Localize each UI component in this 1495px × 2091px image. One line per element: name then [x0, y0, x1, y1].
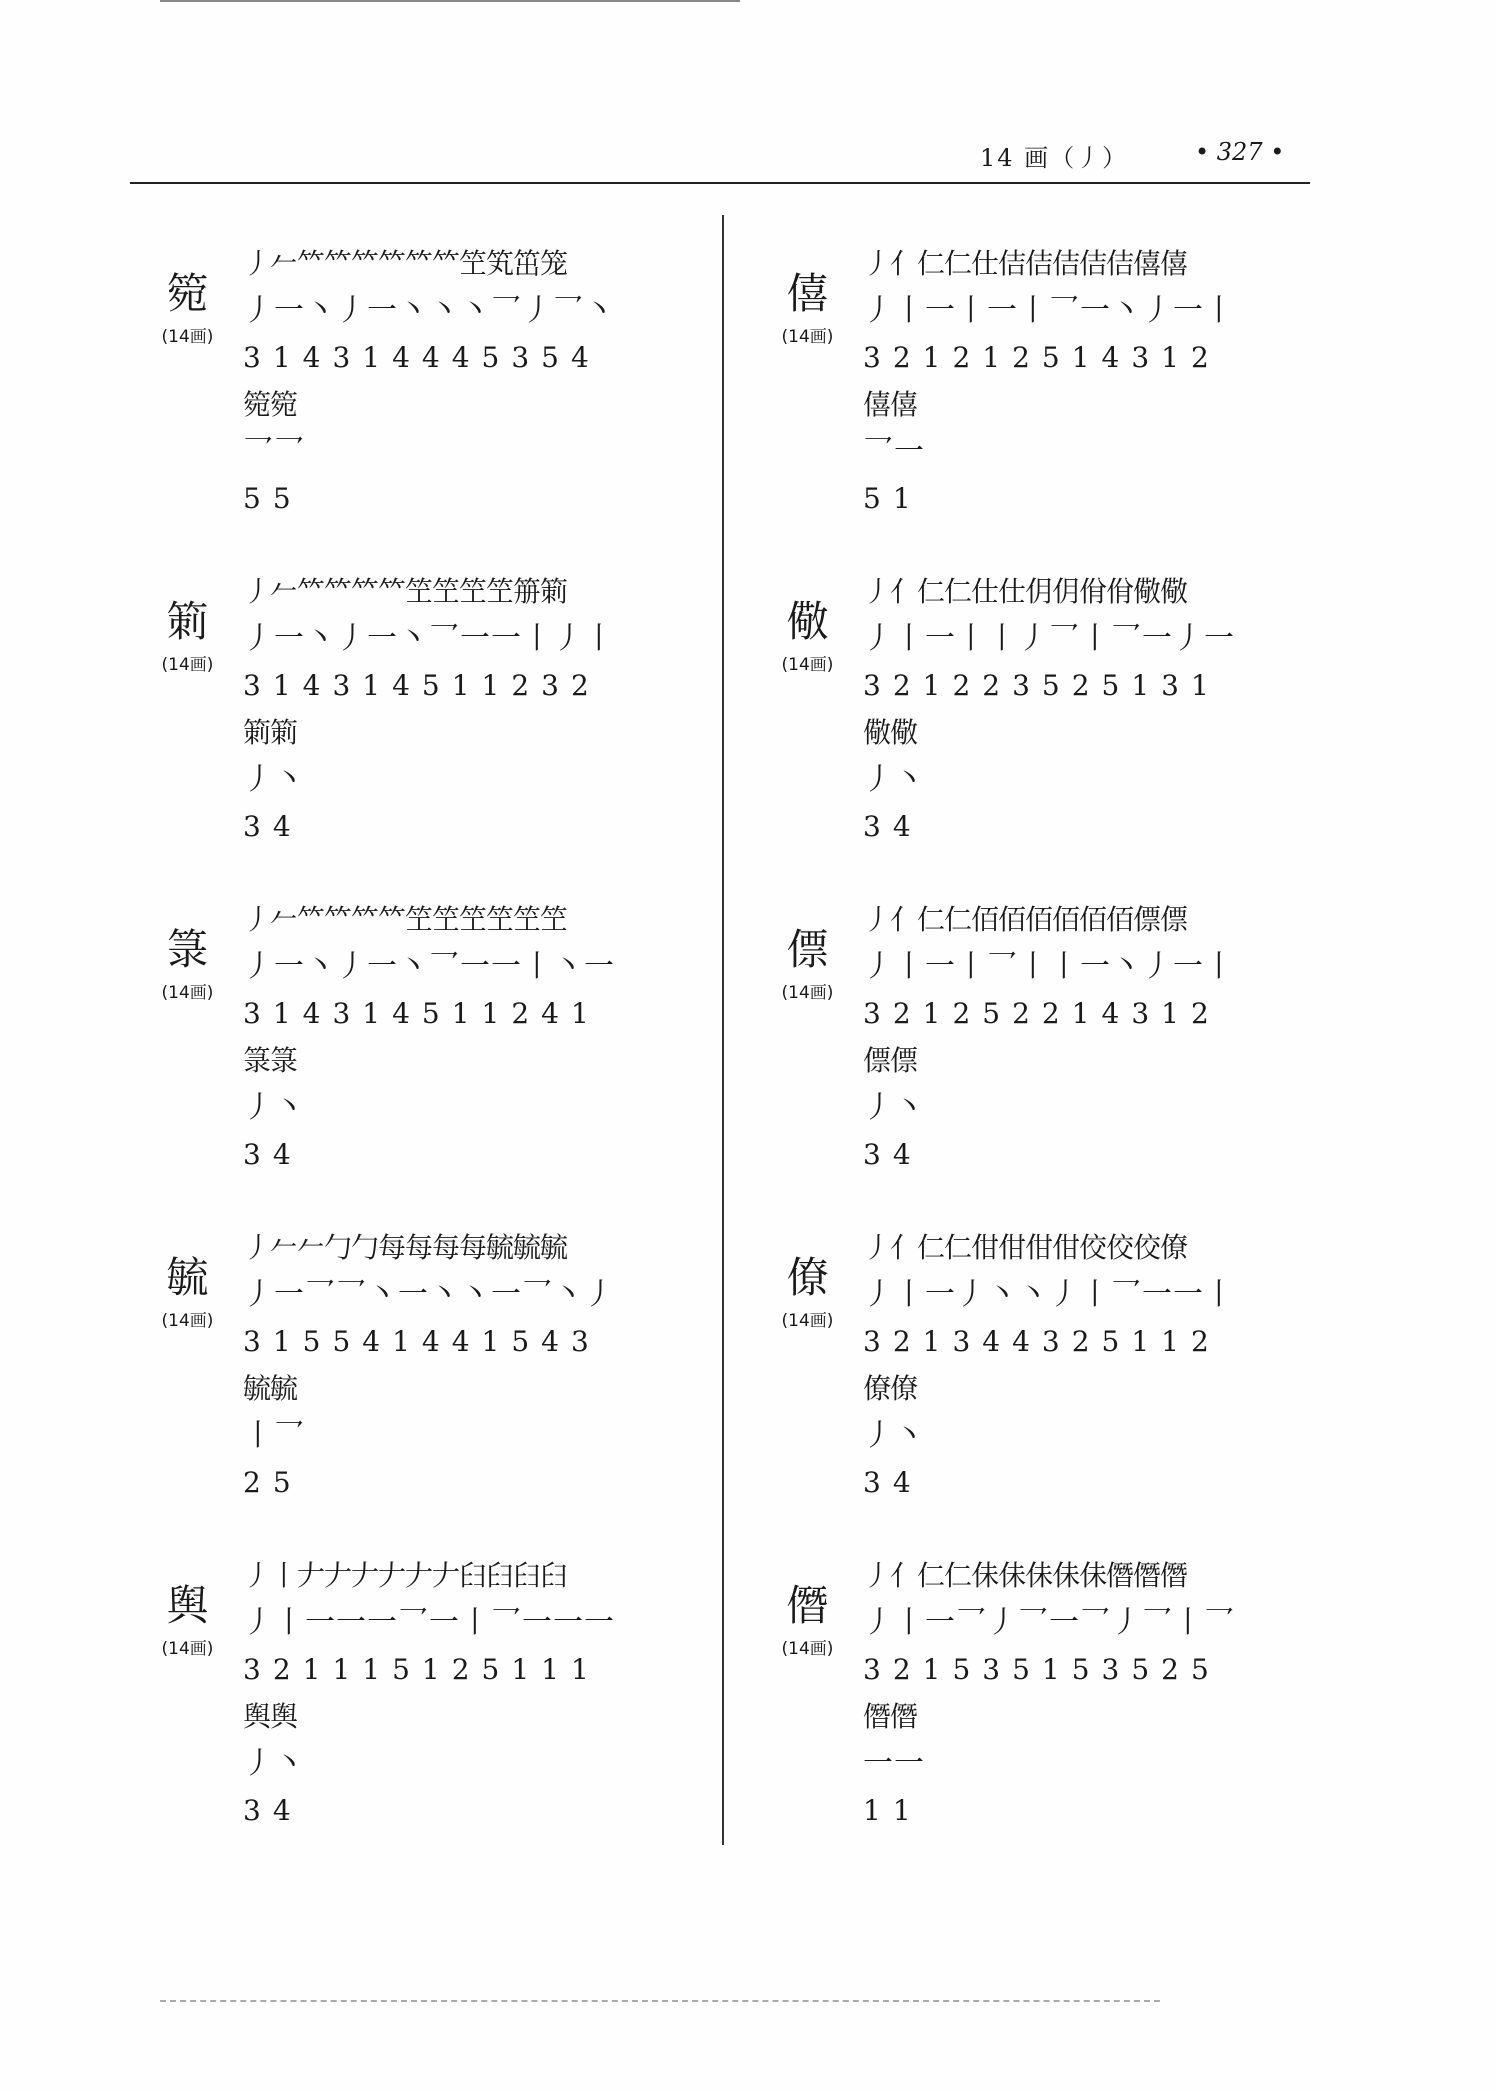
stroke-code-row: 34 [863, 1466, 923, 1499]
stroke-code-row: 321252214312 [863, 997, 1221, 1030]
head-character: 箢 [166, 269, 209, 318]
entry-heading [140, 270, 235, 347]
stroke-code-row: 314314511232 [243, 669, 601, 702]
stroke-code-row: 25 [243, 1466, 303, 1499]
head-character: 箓 [166, 925, 209, 974]
entry-heading [760, 926, 855, 1003]
entry-heading [760, 270, 855, 347]
stroke-count-label: (14画) [161, 327, 214, 347]
stroke-shape-row: 丿丶 [863, 1090, 925, 1125]
stroke-progression-row: 丿𠂉𥫗𥫗𥫗𥫗𥫗𥫗笁笂笜笼 [243, 247, 568, 280]
character-entry [760, 240, 1320, 568]
stroke-progression-row: 箓箓 [243, 1044, 298, 1077]
stroke-progression-row: 丿亻仁仁佅佅佅佅佅僭僭僭 [863, 1559, 1188, 1592]
stroke-progression-row: 僚僚 [863, 1372, 918, 1405]
stroke-order-block [863, 568, 1333, 850]
stroke-count-label: (14画) [781, 1311, 834, 1331]
stroke-order-block [243, 1552, 713, 1834]
head-character: 舆 [166, 1581, 209, 1630]
stroke-count-label: (14画) [161, 1311, 214, 1331]
stroke-order-block [863, 896, 1333, 1178]
stroke-count-label: (14画) [161, 983, 214, 1003]
stroke-progression-row: 舆舆 [243, 1700, 298, 1733]
stroke-shape-row: 丿丨一丨一丨乛一丶丿一丨 [863, 293, 1235, 328]
column-divider [722, 215, 724, 1845]
head-character: 箣 [166, 597, 209, 646]
stroke-shape-row: 丿丶 [243, 762, 305, 797]
stroke-shape-row: 丿丨一丨丨丿乛丨乛一丿一 [863, 621, 1235, 656]
stroke-code-row: 315541441543 [243, 1325, 601, 1358]
stroke-progression-row: 僖僖 [863, 388, 918, 421]
stroke-progression-row: 僭僭 [863, 1700, 918, 1733]
stroke-code-row: 34 [863, 810, 923, 843]
stroke-progression-row: 丿𠂉𠂉勹勹每每每每毓毓毓 [243, 1231, 568, 1264]
character-entry [760, 896, 1320, 1224]
stroke-count-label: (14画) [161, 655, 214, 675]
stroke-count-label: (14画) [781, 1639, 834, 1659]
stroke-progression-row: 箢箢 [243, 388, 298, 421]
stroke-order-block [243, 1224, 713, 1506]
stroke-shape-row: 乛乛 [243, 434, 305, 469]
stroke-code-row: 314314445354 [243, 341, 601, 374]
section-label: 14 画（丿） [980, 144, 1129, 172]
stroke-shape-row: 丿丶 [863, 1418, 925, 1453]
character-entry [140, 1224, 710, 1552]
bottom-dashed-line [160, 2000, 1160, 2002]
stroke-count-label: (14画) [781, 983, 834, 1003]
stroke-order-block [243, 240, 713, 522]
stroke-progression-row: 丿𠂉𥫗𥫗𥫗𥫗笁笁笁笁笁笁 [243, 903, 568, 936]
stroke-code-row: 34 [243, 1794, 303, 1827]
character-entry [140, 240, 710, 568]
stroke-shape-row: 丿一丶丿一丶乛一一丨丶一 [243, 949, 615, 984]
stroke-code-row: 321535153525 [863, 1653, 1221, 1686]
entry-heading [760, 1582, 855, 1659]
stroke-shape-row: 丿丶 [863, 762, 925, 797]
stroke-code-row: 314314511241 [243, 997, 601, 1030]
stroke-order-block [863, 240, 1333, 522]
entry-heading [140, 1582, 235, 1659]
stroke-count-label: (14画) [161, 1639, 214, 1659]
stroke-order-block [863, 1224, 1333, 1506]
stroke-progression-row: 丿亻仁仁佄佄佄佄佼佼佼僚 [863, 1231, 1188, 1264]
stroke-progression-row: 丿𠂉𥫗𥫗𥫗𥫗笁笁笁笁笧箣 [243, 575, 568, 608]
stroke-shape-row: 丿丨一乛丿乛一乛丿乛丨乛 [863, 1605, 1235, 1640]
top-edge-line [160, 0, 740, 2]
entry-heading [140, 1254, 235, 1331]
head-character: 僚 [786, 1253, 829, 1302]
stroke-code-row: 321115125111 [243, 1653, 601, 1686]
stroke-code-row: 321223525131 [863, 669, 1221, 702]
stroke-progression-row: 儆儆 [863, 716, 918, 749]
stroke-code-row: 321212514312 [863, 341, 1221, 374]
stroke-code-row: 321344325112 [863, 1325, 1221, 1358]
head-character: 毓 [166, 1253, 209, 1302]
page-header [120, 138, 1300, 178]
header-rule [130, 182, 1310, 184]
stroke-code-row: 34 [243, 810, 303, 843]
entry-heading [760, 598, 855, 675]
stroke-shape-row: 丨乛 [243, 1418, 305, 1453]
character-entry [760, 1224, 1320, 1552]
stroke-shape-row: 丿丨一丿丶丶丿丨乛一一丨 [863, 1277, 1235, 1312]
right-column [760, 240, 1320, 1880]
stroke-count-label: (14画) [781, 327, 834, 347]
stroke-count-label: (14画) [781, 655, 834, 675]
stroke-shape-row: 乛一 [863, 434, 925, 469]
stroke-progression-row: 毓毓 [243, 1372, 298, 1405]
stroke-order-block [243, 568, 713, 850]
stroke-shape-row: 一一 [863, 1746, 925, 1781]
stroke-shape-row: 丿丨一丨乛丨丨一丶丿一丨 [863, 949, 1235, 984]
entry-heading [140, 926, 235, 1003]
stroke-progression-row: 丿丨𠂇𠂇𠂇𠂇𠂇𠂇𦥑𦥑𦥑𦥑 [243, 1559, 568, 1592]
stroke-shape-row: 丿一丶丿一丶乛一一丨丿丨 [243, 621, 615, 656]
stroke-progression-row: 僄僄 [863, 1044, 918, 1077]
stroke-order-block [243, 896, 713, 1178]
stroke-code-row: 34 [243, 1138, 303, 1171]
character-entry [760, 1552, 1320, 1880]
character-entry [140, 568, 710, 896]
stroke-code-row: 34 [863, 1138, 923, 1171]
left-column [140, 240, 710, 1880]
character-entry [760, 568, 1320, 896]
stroke-shape-row: 丿丶 [243, 1746, 305, 1781]
entry-heading [760, 1254, 855, 1331]
page-number: • 327 • [1195, 138, 1285, 166]
entry-heading [140, 598, 235, 675]
stroke-progression-row: 丿亻仁仁仕仕仴仴佾佾儆儆 [863, 575, 1188, 608]
stroke-code-row: 55 [243, 482, 303, 515]
head-character: 僄 [786, 925, 829, 974]
stroke-code-row: 11 [863, 1794, 923, 1827]
stroke-progression-row: 丿亻仁仁佰佰佰佰佰佰僄僄 [863, 903, 1188, 936]
stroke-progression-row: 箣箣 [243, 716, 298, 749]
stroke-shape-row: 丿一乛乛丶一丶丶一乛丶丿 [243, 1277, 615, 1312]
head-character: 僖 [786, 269, 829, 318]
character-entry [140, 896, 710, 1224]
stroke-shape-row: 丿丶 [243, 1090, 305, 1125]
head-character: 儆 [786, 597, 829, 646]
stroke-progression-row: 丿亻仁仁仕佶佶佶佶佶僖僖 [863, 247, 1188, 280]
stroke-code-row: 51 [863, 482, 923, 515]
stroke-shape-row: 丿丨一一一乛一丨乛一一一 [243, 1605, 615, 1640]
stroke-shape-row: 丿一丶丿一丶丶丶乛丿乛丶 [243, 293, 615, 328]
character-entry [140, 1552, 710, 1880]
head-character: 僭 [786, 1581, 829, 1630]
stroke-order-block [863, 1552, 1333, 1834]
